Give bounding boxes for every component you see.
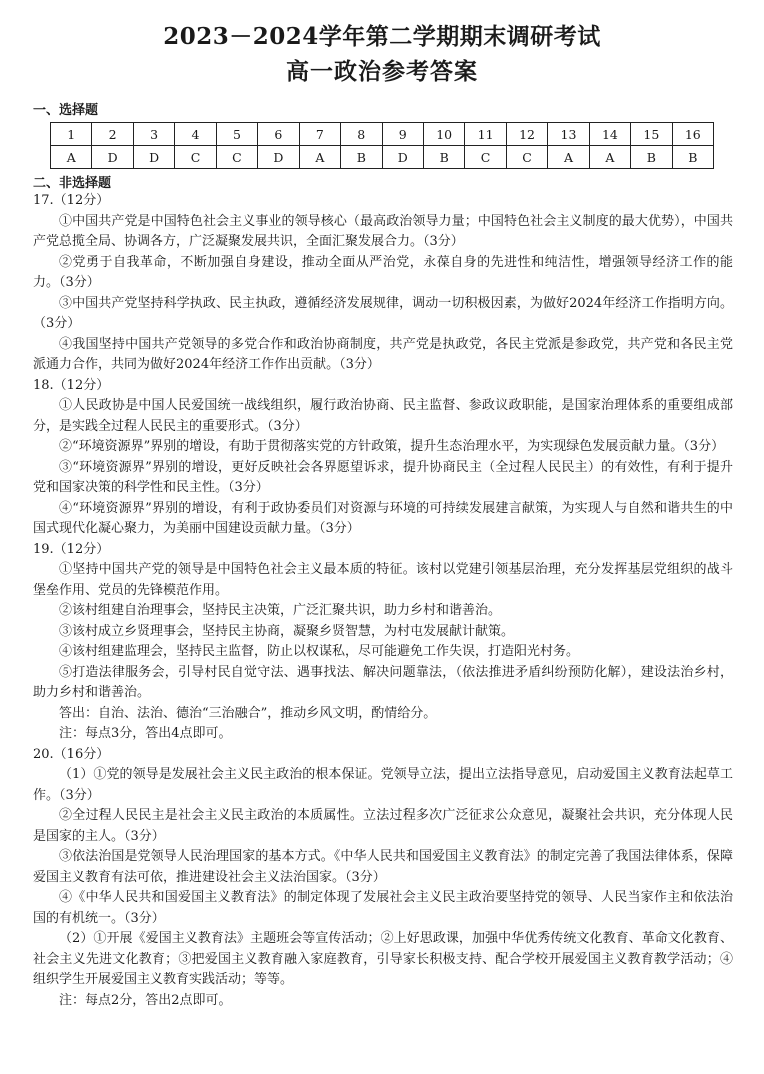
scoring-note: 注：每点2分，答出2点即可。 <box>59 992 232 1008</box>
answer-paragraph: ③“环境资源界”界别的增设，更好反映社会各界愿望诉求，提升协商民主（全过程人民民主）的有效性，有利于提升党和国家决策的科学性和民主性。（3分） <box>33 459 733 495</box>
question-number: 7 <box>299 123 340 146</box>
answer-letter: D <box>92 146 133 169</box>
answer-paragraph: ①坚持中国共产党的领导是中国特色社会主义最本质的特征。该村以党建引领基层治理，充分发挥基层党组织的战斗堡垒作用、党员的先锋模范作用。 <box>33 562 733 598</box>
answer-paragraph: ⑤打造法律服务会，引导村民自觉守法、遇事找法、解决问题靠法，（依法推进矛盾纠纷预防化解），建设法治乡村，助力乡村和谐善治。 <box>33 664 733 700</box>
question-number: 15 <box>631 123 672 146</box>
answer-letter: B <box>423 146 464 169</box>
answer-paragraph: ②党勇于自我革命，不断加强自身建设，推动全面从严治党，永葆自身的先进性和纯洁性，增强领导经济工作的能力。（3分） <box>33 254 733 290</box>
question-number: 3 <box>133 123 174 146</box>
answer-paragraph: （1）①党的领导是发展社会主义民主政治的根本保证。党领导立法，提出立法指导意见，启动爱国主义教育法起草工作。（3分） <box>33 767 733 803</box>
answer-paragraph: ③中国共产党坚持科学执政、民主执政，遵循经济发展规律，调动一切积极因素，为做好2024年经济工作指明方向。（3分） <box>33 295 733 331</box>
answer-letter: D <box>258 146 299 169</box>
question-number: 6 <box>258 123 299 146</box>
answer-paragraph: ④《中华人民共和国爱国主义教育法》的制定体现了发展社会主义民主政治要坚持党的领导、人民当家作主和依法治国的有机统一。（3分） <box>33 890 733 926</box>
section-heading-choice: 一、选择题 <box>33 103 99 118</box>
answer-body <box>33 191 733 1011</box>
question-number: 14 <box>589 123 630 146</box>
question-heading: 19.（12分） <box>33 541 110 557</box>
answer-paragraph: ②该村组建自治理事会，坚持民主决策，广泛汇聚共识，助力乡村和谐善治。 <box>59 603 502 618</box>
table-row-answers <box>51 146 714 169</box>
answer-paragraph: ①中国共产党是中国特色社会主义事业的领导核心（最高政治领导力量；中国特色社会主义制度的最大优势），中国共产党总揽全局、协调各方，广泛凝聚发展共识，全面汇聚发展合力。（3分） <box>33 213 733 249</box>
answer-paragraph: ③该村成立乡贤理事会，坚持民主协商，凝聚乡贤智慧，为村屯发展献计献策。 <box>59 623 515 639</box>
answer-paragraph: ③依法治国是党领导人民治理国家的基本方式。《中华人民共和国爱国主义教育法》的制定完善了我国法律体系，保障爱国主义教育有法可依，推进建设社会主义法治国家。（3分） <box>33 849 733 885</box>
answer-paragraph: ②“环境资源界”界别的增设，有助于贯彻落实党的方针政策，提升生态治理水平，为实现绿色发展贡献力量。（3分） <box>59 439 725 454</box>
question-number: 13 <box>548 123 589 146</box>
answer-paragraph: ④我国坚持中国共产党领导的多党合作和政治协商制度，共产党是执政党，各民主党派是参政党，共产党和各民主党派通力合作，共同为做好2024年经济工作作出贡献。（3分） <box>33 336 733 372</box>
question-number: 11 <box>465 123 506 146</box>
question-heading: 20.（16分） <box>33 746 110 762</box>
answer-letter: A <box>589 146 630 169</box>
answer-letter: B <box>672 146 713 169</box>
question-number: 1 <box>51 123 92 146</box>
answer-letter: D <box>382 146 423 169</box>
question-number: 9 <box>382 123 423 146</box>
answer-paragraph: （2）①开展《爱国主义教育法》主题班会等宣传活动；②上好思政课，加强中华优秀传统文化教育、革命文化教育、社会主义先进文化教育；③把爱国主义教育融入家庭教育，引导家长积极支持、配合学校开展爱国主义教育教学活动；④组织学生开展爱国主义教育实践活动；等等。 <box>33 931 733 987</box>
exam-subtitle: 高一政治参考答案 <box>286 58 478 85</box>
answer-letter: C <box>465 146 506 169</box>
table-row-numbers <box>51 123 714 146</box>
question-number: 4 <box>175 123 216 146</box>
answer-letter: C <box>506 146 547 169</box>
answer-paragraph: ②全过程人民民主是社会主义民主政治的本质属性。立法过程多次广泛征求公众意见，凝聚社会共识，充分体现人民是国家的主人。（3分） <box>33 808 733 844</box>
question-number: 5 <box>216 123 257 146</box>
section-heading-subjective: 二、非选择题 <box>33 176 112 191</box>
answer-paragraph: ①人民政协是中国人民爱国统一战线组织，履行政治协商、民主监督、参政议政职能，是国家治理体系的重要组成部分，是实践全过程人民民主的重要形式。（3分） <box>33 398 733 434</box>
question-heading: 18.（12分） <box>33 377 110 393</box>
answer-letter: C <box>216 146 257 169</box>
question-number: 8 <box>341 123 382 146</box>
question-heading: 17.（12分） <box>33 193 110 208</box>
question-number: 10 <box>423 123 464 146</box>
answer-letter: A <box>548 146 589 169</box>
choice-answer-table <box>50 122 714 169</box>
answer-paragraph: ④该村组建监理会，坚持民主监督，防止以权谋私，尽可能避免工作失误，打造阳光村务。 <box>59 644 580 659</box>
question-number: 16 <box>672 123 713 146</box>
scoring-note: 注：每点3分，答出4点即可。 <box>59 726 232 741</box>
answer-paragraph: 答出：自治、法治、德治“三治融合”，推动乡风文明，酌情给分。 <box>59 705 437 721</box>
answer-letter: A <box>51 146 92 169</box>
answer-letter: B <box>631 146 672 169</box>
answer-letter: D <box>133 146 174 169</box>
question-number: 12 <box>506 123 547 146</box>
answer-paragraph: ④“环境资源界”界别的增设，有利于政协委员们对资源与环境的可持续发展建言献策，为实现人与自然和谐共生的中国式现代化凝心聚力，为美丽中国建设贡献力量。（3分） <box>33 500 733 536</box>
answer-letter: B <box>341 146 382 169</box>
question-number: 2 <box>92 123 133 146</box>
exam-title: 2023－2024学年第二学期期末调研考试 <box>163 23 601 50</box>
answer-letter: C <box>175 146 216 169</box>
answer-letter: A <box>299 146 340 169</box>
